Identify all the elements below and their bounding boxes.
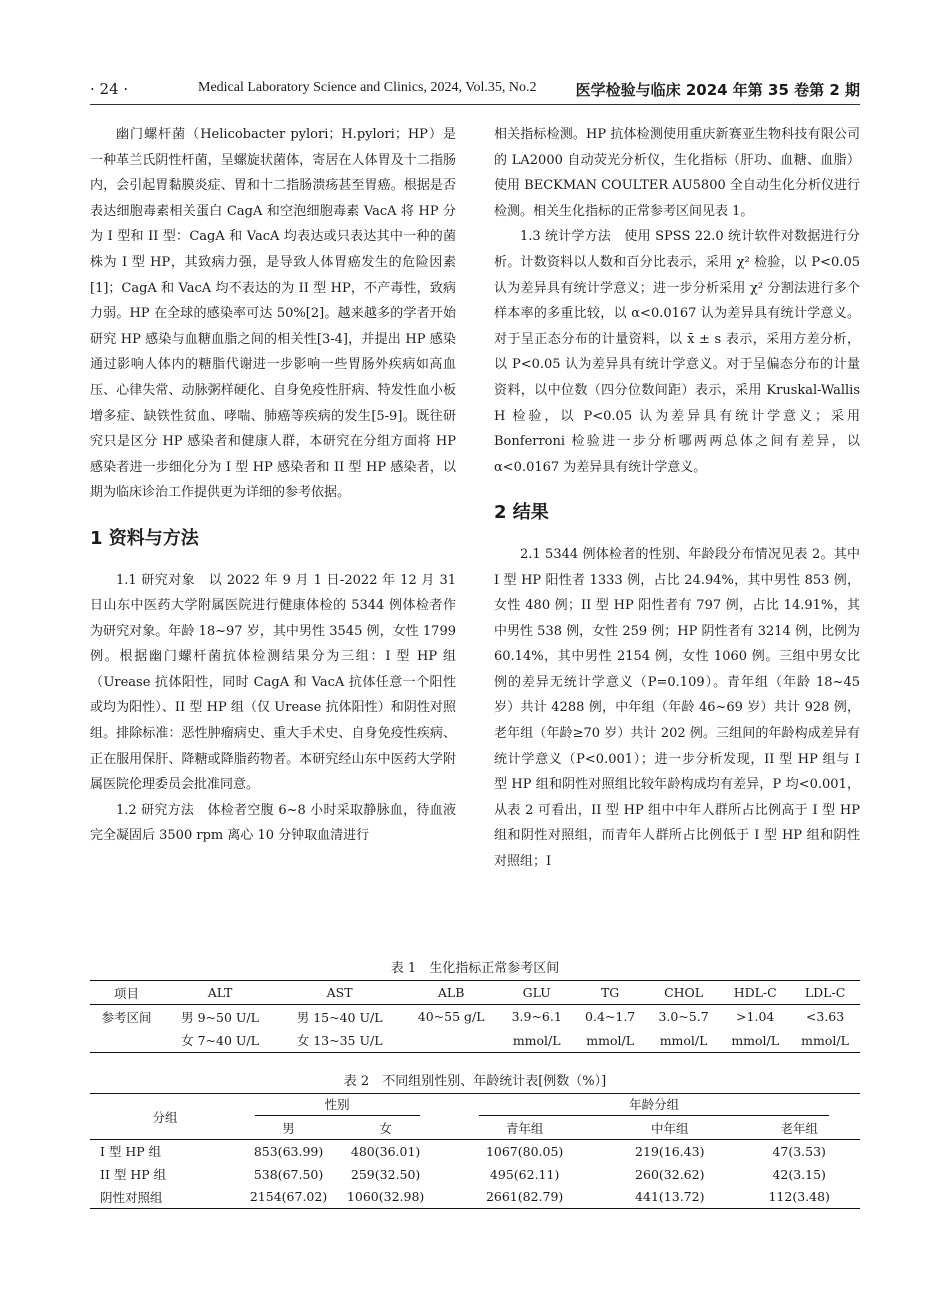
table2-cell: 495(62.11) [489,1166,560,1182]
table1-header-row [90,981,860,1005]
table1-cell [90,1029,163,1053]
table1-header-cell: LDL-C [804,985,846,1000]
table2-subheader: 中年组 [651,1120,689,1136]
table1-cell: 参考区间 [101,1009,152,1025]
table1-header-cell: HDL-C [733,985,777,1000]
results-paragraph: 2.1 5344 例体检者的性别、年龄段分布情况见表 2。其中 I 型 HP 阳性者 1333 例，占比 24.94%，其中男性 853 例，女性 480 例；II 型 HP 阳性者有 797 例，占比 14.91%，其中男性 538 例，女性 259 例；HP 阴性者有 3214 例，比例为 60.14%，其中男性 2154 例，女性 1060 例。三组中男女比例的差异无统计学意义（P=0.109）。青年组（年龄 18~45 岁）共计 4288 例，中年组（年龄 46~69 岁）共计 928 例，老年组（年龄≥70 岁）共计 202 例。三组间的年龄构成差异有统计学意义（P<0.001）；进一步分析发现，II 型 HP 组与 I 型 HP 组和阴性对照组比较年龄构成均有差异，P 均<0.001，从表 2 可看出，II 型 HP 组中中年人群所占比例高于 I 型 HP 组和阴性对照组，而青年人群所占比例低于 I 型 HP 组和阴性对照组；I [494,546,860,870]
right-column [494,122,860,875]
table2-subheader: 老年组 [780,1120,818,1136]
table2-subheader: 男 [282,1120,295,1136]
table2-cell: 219(16.43) [635,1143,705,1159]
table1-cell: 男 9~50 U/L [181,1009,259,1025]
table2-cell: 112(3.48) [768,1189,830,1205]
study-subjects-paragraph: 1.1 研究对象 以 2022 年 9 月 1 日-2022 年 12 月 31 日山东中医药大学附属医院进行健康体检的 5344 例体检者作为研究对象。年龄 18~97 岁，其中男性 3545 例，女性 1799 例。根据幽门螺杆菌抗体检测结果分为三组：I 型 HP 组（Urease 抗体阳性，同时 CagA 和 VacA 抗体任意一个阳性或均为阳性）、II 型 HP 组（仅 Urease 抗体阳性）和阴性对照组。排除标准：恶性肿瘤病史、重大手术史、自身免疫性疾病、正在服用保肝、降糖或降脂药物者。本研究经山东中医药大学附属医院伦理委员会批准同意。 [90,572,456,793]
journal-title-cn: 医学检验与临床 2024 年第 35 卷第 2 期 [575,81,860,99]
table-row [90,1186,860,1209]
table2-cell: 538(67.50) [253,1166,324,1182]
table2-cell: 42(3.15) [772,1166,826,1182]
table1-cell: 女 13~35 U/L [296,1033,383,1049]
table2-subheader: 女 [379,1120,392,1136]
table1-cell [402,1029,500,1053]
table2-cell: 47(3.53) [772,1143,826,1159]
table2-cell: 2154(67.02) [249,1189,328,1205]
table1-cell: >1.04 [736,1009,775,1025]
table2-cell: 853(63.99) [253,1143,324,1159]
table1-cell: mmol/L [731,1032,780,1048]
table-row [90,1163,860,1186]
table2-subheader: 青年组 [505,1120,544,1136]
table2-title: 表 2 不同组别性别、年龄统计表[例数（%）] [343,1074,607,1089]
table2-cell: 260(32.62) [635,1166,705,1182]
table1-cell: 男 15~40 U/L [296,1009,383,1025]
table2-age-header [448,1094,860,1117]
table2-cell: 阴性对照组 [100,1189,163,1205]
table2-cell: 259(32.50) [350,1166,421,1182]
section-heading-results: 2 结果 [494,502,549,524]
table-row [90,1005,860,1029]
table2-gender-header-label: 性别 [255,1095,420,1116]
intro-paragraph: 幽门螺杆菌（Helicobacter pylori；H.pylori；HP）是一种革兰氏阴性杆菌，呈螺旋状菌体，寄居在人体胃及十二指肠内，会引起胃黏膜炎症、胃和十二指肠溃疡甚至胃癌。根据是否表达细胞毒素相关蛋白 CagA 和空泡细胞毒素 VacA 将 HP 分为 I 型和 II 型：CagA 和 VacA 均表达或只表达其中一种的菌株为 I 型 HP，其致病力强，是导致人体胃癌发生的危险因素[1]；CagA 和 VacA 均不表达的为 II 型 HP，不产毒性，致病力弱。HP 在全球的感染率可达 50%[2]。越来越多的学者开始研究 HP 感染与血糖血脂之间的相关性[3-4]，并提出 HP 感染通过影响人体内的糖脂代谢进一步影响一些胃肠外疾病如高血压、心律失常、动脉粥样硬化、自身免疫性肝病、特发性血小板增多症、缺铁性贫血、哮喘、肺癌等疾病的发生[5-9]。既往研究只是区分 HP 感染者和健康人群，本研究在分组方面将 HP 感染者进一步细化分为 I 型 HP 感染者和 II 型 HP 感染者，以期为临床诊治工作提供更为详细的参考依据。 [90,127,456,501]
table1-header-cell: ALB [437,985,465,1000]
table1-header-cell: TG [600,985,620,1000]
table1-title: 表 1 生化指标正常参考区间 [390,961,560,976]
table2-cell: II 型 HP 组 [100,1167,167,1182]
table1-header-cell: CHOL [664,985,704,1000]
table1-header-cell: ALT [207,985,233,1000]
table1-header-cell: 项目 [114,985,140,1001]
table1-cell: 40~55 g/L [417,1009,485,1025]
table2 [90,1093,860,1209]
left-column [90,122,456,849]
table2-age-header-label: 年龄分组 [479,1095,829,1116]
table1-cell: mmol/L [801,1032,849,1048]
table2-cell: 1060(32.98) [346,1189,425,1205]
table2-cell: 480(36.01) [350,1143,421,1159]
header-rule [90,104,860,105]
table2-cell: I 型 HP 组 [100,1144,162,1160]
table2-group-header: 分组 [152,1109,178,1125]
table2-cell: 1067(80.05) [485,1143,564,1159]
table1-cell: mmol/L [659,1032,708,1048]
table2-header-row [90,1094,860,1117]
methods-paragraph: 1.2 研究方法 体检者空腹 6~8 小时采取静脉血，待血液完全凝固后 3500 rpm 离心 10 分钟取血清进行 [90,802,456,844]
page-number: · 24 · [90,80,129,98]
table1-cell: <3.63 [805,1009,845,1025]
table-row [90,1029,860,1053]
table1-cell: 3.9~6.1 [511,1009,562,1025]
table1-cell: 0.4~1.7 [585,1009,636,1025]
table1-header-cell: GLU [522,985,551,1000]
table2-cell: 441(13.72) [635,1189,705,1205]
table1 [90,980,860,1053]
methods-continued-paragraph: 相关指标检测。HP 抗体检测使用重庆新赛亚生物科技有限公司的 LA2000 自动荧光分析仪，生化指标（肝功、血糖、血脂）使用 BECKMAN COULTER AU5800 全自动生化分析仪进行检测。相关生化指标的正常参考区间见表 1。 [494,127,860,219]
table1-cell: mmol/L [512,1032,561,1048]
table-row [90,1140,860,1163]
table1-cell: 3.0~5.7 [658,1009,709,1025]
table1-cell: 女 7~40 U/L [181,1033,259,1049]
table2-cell: 2661(82.79) [485,1189,564,1205]
table1-cell: mmol/L [586,1032,635,1048]
journal-title-en: Medical Laboratory Science and Clinics, 2024, Vol.35, No.2 [198,80,537,95]
statistics-paragraph: 1.3 统计学方法 使用 SPSS 22.0 统计软件对数据进行分析。计数资料以人数和百分比表示，采用 χ² 检验，以 P<0.05 认为差异具有统计学意义；进一步分析采用 χ² 分割法进行多个样本率的多重比较，以 α<0.0167 认为差异具有统计学意义。对于呈正态分布的计量资料，以 x̄ ± s 表示，采用方差分析，以 P<0.05 认为差异具有统计学意义。对于呈偏态分布的计量资料，以中位数（四分位数间距）表示，采用 Kruskal-Wallis H 检验，以 P<0.05 认为差异具有统计学意义；采用 Bonferroni 检验进一步分析哪两两总体之间有差异，以 α<0.0167 为差异具有统计学意义。 [494,229,860,475]
table1-header-cell: AST [326,985,353,1000]
section-heading-methods: 1 资料与方法 [90,527,199,549]
table2-gender-header [240,1094,434,1117]
